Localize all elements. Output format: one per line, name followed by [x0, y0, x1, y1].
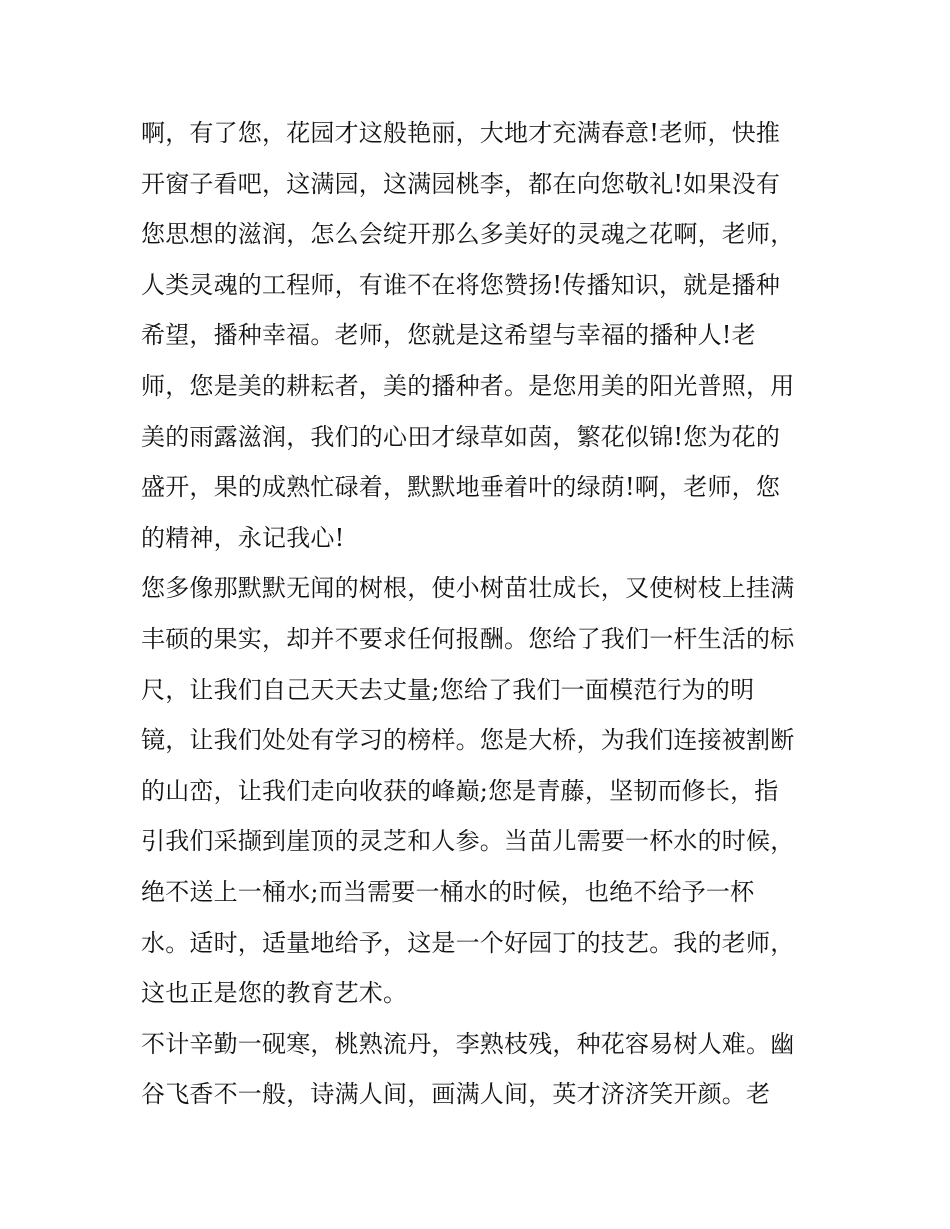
text-line: 您思想的滋润，怎么会绽开那么多美好的灵魂之花啊，老师， [141, 220, 795, 249]
text-line: 谷飞香不一般，诗满人间，画满人间，英才济济笑开颜。老 [141, 1080, 771, 1109]
text-line: 啊，有了您，花园才这般艳丽，大地才充满春意!老师，快推 [141, 119, 781, 147]
text-line: 希望，播种幸福。老师，您就是这希望与幸福的播种人!老 [141, 321, 756, 350]
text-line: 的精神，永记我心! [141, 523, 345, 552]
text-line: 这也正是您的教育艺术。 [141, 979, 408, 1008]
text-line: 丰硕的果实，却并不要求任何报酬。您给了我们一杆生活的标 [141, 624, 795, 653]
text-line: 不计辛勤一砚寒，桃熟流丹，李熟枝残，种花容易树人难。幽 [141, 1029, 795, 1058]
body-text [141, 108, 821, 1120]
text-line: 绝不送上一桶水;而当需要一桶水的时候，也绝不给予一杯 [141, 877, 755, 906]
text-line: 水。适时，适量地给予，这是一个好园丁的技艺。我的老师， [141, 928, 795, 957]
text-line: 美的雨露滋润，我们的心田才绿草如茵，繁花似锦!您为花的 [141, 422, 781, 451]
text-line: 人类灵魂的工程师，有谁不在将您赞扬!传播知识，就是播种 [141, 270, 781, 299]
text-line: 盛开，果的成熟忙碌着，默默地垂着叶的绿荫!啊，老师，您 [141, 473, 781, 502]
text-line: 开窗子看吧，这满园，这满园桃李，都在向您敬礼!如果没有 [141, 169, 781, 198]
text-line: 师，您是美的耕耘者，美的播种者。是您用美的阳光普照，用 [141, 371, 795, 400]
text-line: 的山峦，让我们走向收获的峰巅;您是青藤，坚韧而修长，指 [141, 776, 779, 805]
text-line: 尺，让我们自己天天去丈量;您给了我们一面模范行为的明 [141, 675, 755, 704]
text-line: 镜，让我们处处有学习的榜样。您是大桥，为我们连接被割断 [141, 726, 795, 755]
text-line: 您多像那默默无闻的树根，使小树苗壮成长，又使树枝上挂满 [141, 574, 795, 603]
text-line: 引我们采撷到崖顶的灵芝和人参。当苗儿需要一杯水的时候， [141, 827, 795, 856]
